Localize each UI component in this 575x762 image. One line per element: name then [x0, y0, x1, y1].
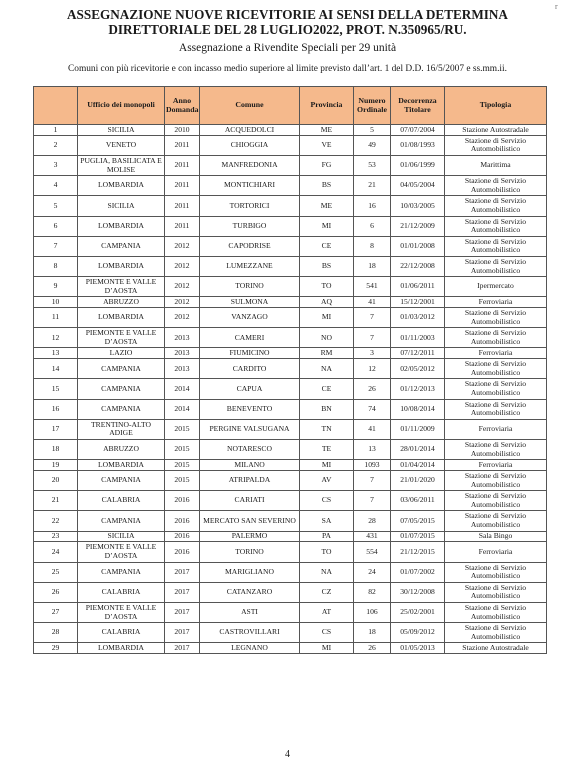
ufficio-cell: CALABRIA [78, 623, 165, 643]
numero-cell: 106 [354, 602, 391, 622]
provincia-cell: TO [300, 542, 354, 562]
anno-cell: 2013 [165, 348, 200, 359]
numero-cell: 7 [354, 328, 391, 348]
comune-cell: MILANO [200, 460, 300, 471]
anno-cell: 2015 [165, 471, 200, 491]
comune-cell: MARIGLIANO [200, 562, 300, 582]
comune-cell: FIUMICINO [200, 348, 300, 359]
numero-cell: 12 [354, 359, 391, 379]
numero-cell: 5 [354, 125, 391, 136]
row-index: 20 [34, 471, 78, 491]
tipologia-cell: Ipermercato [445, 277, 547, 297]
title-line-2: DIRETTORIALE DEL 28 LUGLIO2022, PROT. N.350965/RU. [108, 22, 467, 37]
tipologia-cell: Marittima [445, 155, 547, 175]
anno-cell: 2012 [165, 256, 200, 276]
table-row [34, 562, 547, 582]
provincia-cell: PA [300, 531, 354, 542]
decorrenza-cell: 21/12/2009 [391, 216, 445, 236]
col-header-anno: Anno Domanda [165, 87, 200, 125]
decorrenza-cell: 01/07/2002 [391, 562, 445, 582]
comune-cell: LUMEZZANE [200, 256, 300, 276]
numero-cell: 431 [354, 531, 391, 542]
ufficio-cell: CAMPANIA [78, 359, 165, 379]
decorrenza-cell: 01/04/2014 [391, 460, 445, 471]
title-line-1: ASSEGNAZIONE NUOVE RICEVITORIE AI SENSI DELLA DETERMINA [67, 7, 508, 22]
anno-cell: 2015 [165, 460, 200, 471]
table-row [34, 176, 547, 196]
ufficio-cell: TRENTINO-ALTO ADIGE [78, 419, 165, 439]
table-row [34, 348, 547, 359]
provincia-cell: VE [300, 135, 354, 155]
provincia-cell: TN [300, 419, 354, 439]
anno-cell: 2013 [165, 359, 200, 379]
table-row [34, 308, 547, 328]
table-row [34, 531, 547, 542]
decorrenza-cell: 10/08/2014 [391, 399, 445, 419]
comune-cell: PERGINE VALSUGANA [200, 419, 300, 439]
tipologia-cell: Stazione Autostradale [445, 643, 547, 654]
comune-cell: ACQUEDOLCI [200, 125, 300, 136]
numero-cell: 13 [354, 440, 391, 460]
subtitle: Assegnazione a Rivendite Speciali per 29 unità [178, 42, 397, 54]
anno-cell: 2012 [165, 277, 200, 297]
ufficio-cell: CAMPANIA [78, 562, 165, 582]
ufficio-cell: PIEMONTE E VALLE D’AOSTA [78, 542, 165, 562]
table-header-row [34, 87, 547, 125]
decorrenza-cell: 01/06/1999 [391, 155, 445, 175]
table-row [34, 623, 547, 643]
provincia-cell: CS [300, 491, 354, 511]
col-header-tipologia: Tipologia [445, 87, 547, 125]
provincia-cell: MI [300, 308, 354, 328]
row-index: 3 [34, 155, 78, 175]
comune-cell: BENEVENTO [200, 399, 300, 419]
decorrenza-cell: 04/05/2004 [391, 176, 445, 196]
ufficio-cell: PIEMONTE E VALLE D’AOSTA [78, 328, 165, 348]
row-index: 24 [34, 542, 78, 562]
ufficio-cell: CAMPANIA [78, 236, 165, 256]
decorrenza-cell: 25/02/2001 [391, 602, 445, 622]
provincia-cell: RM [300, 348, 354, 359]
row-index: 29 [34, 643, 78, 654]
comune-cell: TORINO [200, 542, 300, 562]
comune-cell: TURBIGO [200, 216, 300, 236]
row-index: 13 [34, 348, 78, 359]
ufficio-cell: SICILIA [78, 531, 165, 542]
table-row [34, 582, 547, 602]
comune-cell: MERCATO SAN SEVERINO [200, 511, 300, 531]
anno-cell: 2012 [165, 308, 200, 328]
decorrenza-cell: 07/12/2011 [391, 348, 445, 359]
provincia-cell: BS [300, 176, 354, 196]
tipologia-cell: Stazione di Servizio Automobilistico [445, 471, 547, 491]
decorrenza-cell: 05/09/2012 [391, 623, 445, 643]
tipologia-cell: Ferroviaria [445, 460, 547, 471]
comune-cell: MONTICHIARI [200, 176, 300, 196]
decorrenza-cell: 07/05/2015 [391, 511, 445, 531]
decorrenza-cell: 01/07/2015 [391, 531, 445, 542]
anno-cell: 2016 [165, 511, 200, 531]
numero-cell: 7 [354, 308, 391, 328]
row-index: 23 [34, 531, 78, 542]
provincia-cell: NA [300, 562, 354, 582]
tipologia-cell: Stazione di Servizio Automobilistico [445, 135, 547, 155]
decorrenza-cell: 01/11/2009 [391, 419, 445, 439]
row-index: 7 [34, 236, 78, 256]
provincia-cell: FG [300, 155, 354, 175]
ufficio-cell: SICILIA [78, 125, 165, 136]
col-header-provincia: Provincia [300, 87, 354, 125]
tipologia-cell: Stazione di Servizio Automobilistico [445, 491, 547, 511]
numero-cell: 8 [354, 236, 391, 256]
table-row [34, 511, 547, 531]
decorrenza-cell: 01/05/2013 [391, 643, 445, 654]
numero-cell: 26 [354, 379, 391, 399]
assignments-table [33, 86, 547, 654]
decorrenza-cell: 21/01/2020 [391, 471, 445, 491]
numero-cell: 6 [354, 216, 391, 236]
anno-cell: 2015 [165, 419, 200, 439]
numero-cell: 53 [354, 155, 391, 175]
ufficio-cell: LOMBARDIA [78, 256, 165, 276]
ufficio-cell: LOMBARDIA [78, 308, 165, 328]
provincia-cell: MI [300, 643, 354, 654]
decorrenza-cell: 03/06/2011 [391, 491, 445, 511]
ufficio-cell: CALABRIA [78, 491, 165, 511]
row-index: 15 [34, 379, 78, 399]
table-row [34, 491, 547, 511]
table-row [34, 419, 547, 439]
table-row [34, 155, 547, 175]
table-row [34, 471, 547, 491]
comune-cell: CHIOGGIA [200, 135, 300, 155]
tipologia-cell: Stazione di Servizio Automobilistico [445, 308, 547, 328]
anno-cell: 2017 [165, 623, 200, 643]
provincia-cell: AQ [300, 297, 354, 308]
anno-cell: 2017 [165, 562, 200, 582]
table-row [34, 297, 547, 308]
comune-cell: NOTARESCO [200, 440, 300, 460]
provincia-cell: CS [300, 623, 354, 643]
decorrenza-cell: 21/12/2015 [391, 542, 445, 562]
provincia-cell: CZ [300, 582, 354, 602]
tipologia-cell: Stazione di Servizio Automobilistico [445, 602, 547, 622]
row-index: 9 [34, 277, 78, 297]
ufficio-cell: CAMPANIA [78, 399, 165, 419]
anno-cell: 2012 [165, 236, 200, 256]
numero-cell: 18 [354, 623, 391, 643]
anno-cell: 2011 [165, 196, 200, 216]
tipologia-cell: Ferroviaria [445, 348, 547, 359]
comune-cell: MANFREDONIA [200, 155, 300, 175]
anno-cell: 2011 [165, 135, 200, 155]
ufficio-cell: ABRUZZO [78, 297, 165, 308]
comune-cell: CAPODRISE [200, 236, 300, 256]
provincia-cell: NO [300, 328, 354, 348]
provincia-cell: MI [300, 216, 354, 236]
comune-cell: CAMERI [200, 328, 300, 348]
ufficio-cell: ABRUZZO [78, 440, 165, 460]
ufficio-cell: PIEMONTE E VALLE D’AOSTA [78, 602, 165, 622]
table-row [34, 440, 547, 460]
ufficio-cell: CAMPANIA [78, 511, 165, 531]
row-index: 17 [34, 419, 78, 439]
ufficio-cell: PUGLIA, BASILICATA E MOLISE [78, 155, 165, 175]
tipologia-cell: Stazione di Servizio Automobilistico [445, 176, 547, 196]
ufficio-cell: LOMBARDIA [78, 460, 165, 471]
tipologia-cell: Stazione di Servizio Automobilistico [445, 236, 547, 256]
provincia-cell: ME [300, 196, 354, 216]
ufficio-cell: CAMPANIA [78, 379, 165, 399]
comune-cell: CARIATI [200, 491, 300, 511]
row-index: 18 [34, 440, 78, 460]
table-row [34, 196, 547, 216]
numero-cell: 18 [354, 256, 391, 276]
provincia-cell: AT [300, 602, 354, 622]
numero-cell: 7 [354, 491, 391, 511]
row-index: 28 [34, 623, 78, 643]
ufficio-cell: LAZIO [78, 348, 165, 359]
numero-cell: 41 [354, 419, 391, 439]
row-index: 1 [34, 125, 78, 136]
anno-cell: 2011 [165, 176, 200, 196]
decorrenza-cell: 30/12/2008 [391, 582, 445, 602]
table-row [34, 399, 547, 419]
provincia-cell: BS [300, 256, 354, 276]
row-index: 6 [34, 216, 78, 236]
decorrenza-cell: 01/03/2012 [391, 308, 445, 328]
criteria-note: Comuni con più ricevitorie e con incasso medio superiore al limite previsto dall’art. 1 del D.D. 16/5/2007 e ss.mm.ii. [68, 64, 507, 74]
tipologia-cell: Stazione di Servizio Automobilistico [445, 623, 547, 643]
numero-cell: 1093 [354, 460, 391, 471]
comune-cell: ATRIPALDA [200, 471, 300, 491]
anno-cell: 2014 [165, 379, 200, 399]
provincia-cell: NA [300, 359, 354, 379]
anno-cell: 2011 [165, 155, 200, 175]
anno-cell: 2016 [165, 531, 200, 542]
anno-cell: 2010 [165, 125, 200, 136]
table-row [34, 328, 547, 348]
comune-cell: PALERMO [200, 531, 300, 542]
decorrenza-cell: 22/12/2008 [391, 256, 445, 276]
ufficio-cell: CALABRIA [78, 582, 165, 602]
tipologia-cell: Stazione di Servizio Automobilistico [445, 511, 547, 531]
table-row [34, 277, 547, 297]
tipologia-cell: Ferroviaria [445, 297, 547, 308]
provincia-cell: BN [300, 399, 354, 419]
col-header-ufficio: Ufficio dei monopoli [78, 87, 165, 125]
tipologia-cell: Ferroviaria [445, 542, 547, 562]
anno-cell: 2016 [165, 542, 200, 562]
row-index: 25 [34, 562, 78, 582]
table-row [34, 216, 547, 236]
table-row [34, 643, 547, 654]
numero-cell: 3 [354, 348, 391, 359]
provincia-cell: ME [300, 125, 354, 136]
table-row [34, 256, 547, 276]
table-row [34, 236, 547, 256]
tipologia-cell: Stazione di Servizio Automobilistico [445, 328, 547, 348]
numero-cell: 41 [354, 297, 391, 308]
page-number: 4 [285, 749, 290, 760]
comune-cell: CASTROVILLARI [200, 623, 300, 643]
row-index: 2 [34, 135, 78, 155]
tipologia-cell: Stazione di Servizio Automobilistico [445, 399, 547, 419]
anno-cell: 2014 [165, 399, 200, 419]
col-header-comune: Comune [200, 87, 300, 125]
comune-cell: SULMONA [200, 297, 300, 308]
numero-cell: 554 [354, 542, 391, 562]
provincia-cell: CE [300, 379, 354, 399]
anno-cell: 2012 [165, 297, 200, 308]
row-index: 4 [34, 176, 78, 196]
numero-cell: 21 [354, 176, 391, 196]
ufficio-cell: PIEMONTE E VALLE D’AOSTA [78, 277, 165, 297]
anno-cell: 2017 [165, 582, 200, 602]
ufficio-cell: LOMBARDIA [78, 643, 165, 654]
decorrenza-cell: 01/08/1993 [391, 135, 445, 155]
tipologia-cell: Stazione di Servizio Automobilistico [445, 440, 547, 460]
tipologia-cell: Stazione di Servizio Automobilistico [445, 196, 547, 216]
decorrenza-cell: 28/01/2014 [391, 440, 445, 460]
tipologia-cell: Stazione di Servizio Automobilistico [445, 216, 547, 236]
decorrenza-cell: 02/05/2012 [391, 359, 445, 379]
anno-cell: 2017 [165, 643, 200, 654]
tipologia-cell: Sala Bingo [445, 531, 547, 542]
decorrenza-cell: 01/11/2003 [391, 328, 445, 348]
row-index: 12 [34, 328, 78, 348]
row-index: 21 [34, 491, 78, 511]
anno-cell: 2017 [165, 602, 200, 622]
col-header-index [34, 87, 78, 125]
provincia-cell: TO [300, 277, 354, 297]
ufficio-cell: CAMPANIA [78, 471, 165, 491]
comune-cell: CAPUA [200, 379, 300, 399]
numero-cell: 24 [354, 562, 391, 582]
numero-cell: 74 [354, 399, 391, 419]
comune-cell: TORINO [200, 277, 300, 297]
row-index: 16 [34, 399, 78, 419]
table-row [34, 359, 547, 379]
table-row [34, 542, 547, 562]
ufficio-cell: LOMBARDIA [78, 176, 165, 196]
comune-cell: ASTI [200, 602, 300, 622]
tipologia-cell: Stazione di Servizio Automobilistico [445, 379, 547, 399]
col-header-numero: Numero Ordinale [354, 87, 391, 125]
numero-cell: 7 [354, 471, 391, 491]
table-row [34, 379, 547, 399]
decorrenza-cell: 07/07/2004 [391, 125, 445, 136]
table-row [34, 602, 547, 622]
numero-cell: 82 [354, 582, 391, 602]
anno-cell: 2013 [165, 328, 200, 348]
corner-mark: r [555, 2, 558, 11]
table-row [34, 460, 547, 471]
comune-cell: LEGNANO [200, 643, 300, 654]
tipologia-cell: Stazione di Servizio Automobilistico [445, 562, 547, 582]
table-row [34, 135, 547, 155]
row-index: 11 [34, 308, 78, 328]
decorrenza-cell: 10/03/2005 [391, 196, 445, 216]
row-index: 8 [34, 256, 78, 276]
numero-cell: 26 [354, 643, 391, 654]
tipologia-cell: Stazione di Servizio Automobilistico [445, 256, 547, 276]
anno-cell: 2015 [165, 440, 200, 460]
comune-cell: CARDITO [200, 359, 300, 379]
row-index: 27 [34, 602, 78, 622]
ufficio-cell: LOMBARDIA [78, 216, 165, 236]
ufficio-cell: SICILIA [78, 196, 165, 216]
provincia-cell: TE [300, 440, 354, 460]
anno-cell: 2016 [165, 491, 200, 511]
row-index: 14 [34, 359, 78, 379]
tipologia-cell: Stazione di Servizio Automobilistico [445, 582, 547, 602]
numero-cell: 49 [354, 135, 391, 155]
row-index: 10 [34, 297, 78, 308]
tipologia-cell: Stazione Autostradale [445, 125, 547, 136]
anno-cell: 2011 [165, 216, 200, 236]
row-index: 26 [34, 582, 78, 602]
provincia-cell: SA [300, 511, 354, 531]
table-row [34, 125, 547, 136]
numero-cell: 541 [354, 277, 391, 297]
decorrenza-cell: 01/06/2011 [391, 277, 445, 297]
decorrenza-cell: 01/01/2008 [391, 236, 445, 256]
numero-cell: 16 [354, 196, 391, 216]
comune-cell: TORTORICI [200, 196, 300, 216]
decorrenza-cell: 01/12/2013 [391, 379, 445, 399]
comune-cell: CATANZARO [200, 582, 300, 602]
comune-cell: VANZAGO [200, 308, 300, 328]
row-index: 22 [34, 511, 78, 531]
decorrenza-cell: 15/12/2001 [391, 297, 445, 308]
col-header-decorrenza: Decorrenza Titolare [391, 87, 445, 125]
provincia-cell: MI [300, 460, 354, 471]
tipologia-cell: Stazione di Servizio Automobilistico [445, 359, 547, 379]
ufficio-cell: VENETO [78, 135, 165, 155]
row-index: 5 [34, 196, 78, 216]
tipologia-cell: Ferroviaria [445, 419, 547, 439]
row-index: 19 [34, 460, 78, 471]
numero-cell: 28 [354, 511, 391, 531]
provincia-cell: AV [300, 471, 354, 491]
provincia-cell: CE [300, 236, 354, 256]
